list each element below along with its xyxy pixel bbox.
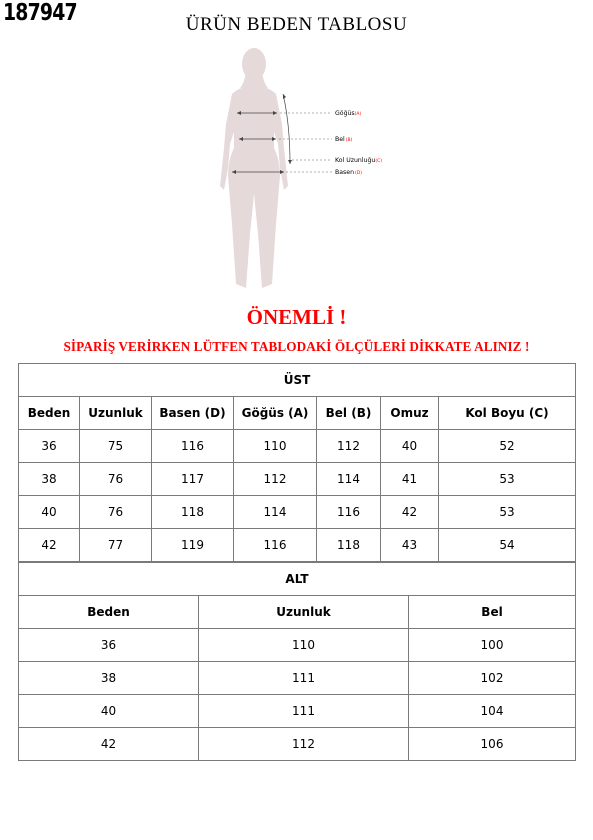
hip-label: Basen [335, 169, 354, 176]
page-title: ÜRÜN BEDEN TABLOSU [185, 14, 408, 35]
sleeve-code: (C) [375, 159, 382, 164]
table-row [19, 728, 576, 761]
svg-text:Bel(B) [335, 136, 353, 143]
table-cell: 102 [409, 662, 576, 695]
table-cell: 116 [317, 496, 381, 529]
important-heading: ÖNEMLİ ! [246, 305, 347, 329]
chest-label: Göğüs [335, 110, 355, 117]
table-cell: 112 [234, 463, 317, 496]
header-cell: Uzunluk [199, 596, 409, 629]
body-silhouette [220, 48, 288, 288]
table-cell: 104 [409, 695, 576, 728]
sleeve-label: Kol Uzunluğu [335, 157, 376, 164]
table-cell: 53 [439, 496, 576, 529]
table-cell: 110 [234, 430, 317, 463]
table-cell: 40 [19, 496, 80, 529]
product-code: 187947 [3, 0, 77, 26]
svg-text:Basen(D) [335, 169, 362, 176]
table-cell: 119 [152, 529, 234, 562]
waist-label: Bel [335, 136, 345, 143]
table-cell: 76 [80, 463, 152, 496]
table-cell: 116 [234, 529, 317, 562]
table-cell: 106 [409, 728, 576, 761]
top-table-title: ÜST [19, 364, 576, 397]
table-row [19, 629, 576, 662]
table-row [19, 463, 576, 496]
table-cell: 52 [439, 430, 576, 463]
header-cell: Bel [409, 596, 576, 629]
header-cell: Göğüs (A) [234, 397, 317, 430]
table-cell: 75 [80, 430, 152, 463]
svg-text:Göğüs(A) [335, 109, 361, 117]
table-cell: 40 [19, 695, 199, 728]
chest-code: (A) [354, 112, 362, 117]
table-row [19, 496, 576, 529]
table-cell: 36 [19, 629, 199, 662]
table-cell: 38 [19, 662, 199, 695]
header-cell: Uzunluk [80, 397, 152, 430]
table-cell: 38 [19, 463, 80, 496]
table-row [19, 695, 576, 728]
table-cell: 111 [199, 662, 409, 695]
table-cell: 100 [409, 629, 576, 662]
table-cell: 114 [234, 496, 317, 529]
table-cell: 118 [317, 529, 381, 562]
hip-code: (D) [355, 171, 362, 176]
header-cell: Kol Boyu (C) [439, 397, 576, 430]
table-cell: 116 [152, 430, 234, 463]
table-cell: 110 [199, 629, 409, 662]
table-cell: 77 [80, 529, 152, 562]
table-row [19, 662, 576, 695]
table-cell: 42 [19, 728, 199, 761]
bottom-table-title: ALT [19, 563, 576, 596]
table-cell: 36 [19, 430, 80, 463]
header-cell: Beden [19, 596, 199, 629]
bottom-table-header-row [19, 596, 576, 629]
table-cell: 111 [199, 695, 409, 728]
warning-text: SİPARİŞ VERİRKEN LÜTFEN TABLODAKİ ÖLÇÜLERİ DİKKATE ALINIZ ! [63, 339, 530, 354]
bottom-size-table [18, 562, 576, 761]
table-cell: 43 [381, 529, 439, 562]
table-cell: 112 [317, 430, 381, 463]
table-cell: 118 [152, 496, 234, 529]
table-cell: 40 [381, 430, 439, 463]
table-cell: 117 [152, 463, 234, 496]
header-cell: Bel (B) [317, 397, 381, 430]
top-size-table [18, 363, 576, 562]
table-cell: 114 [317, 463, 381, 496]
table-cell: 53 [439, 463, 576, 496]
table-cell: 42 [19, 529, 80, 562]
table-cell: 41 [381, 463, 439, 496]
table-cell: 112 [199, 728, 409, 761]
header-cell: Beden [19, 397, 80, 430]
svg-text:Kol Uzunluğu(C) [335, 156, 382, 164]
table-cell: 76 [80, 496, 152, 529]
table-cell: 54 [439, 529, 576, 562]
header-cell: Basen (D) [152, 397, 234, 430]
body-measurement-figure [210, 44, 400, 294]
top-table-header-row [19, 397, 576, 430]
table-row [19, 529, 576, 562]
table-cell: 42 [381, 496, 439, 529]
waist-code: (B) [345, 138, 353, 143]
header-cell: Omuz [381, 397, 439, 430]
table-row [19, 430, 576, 463]
